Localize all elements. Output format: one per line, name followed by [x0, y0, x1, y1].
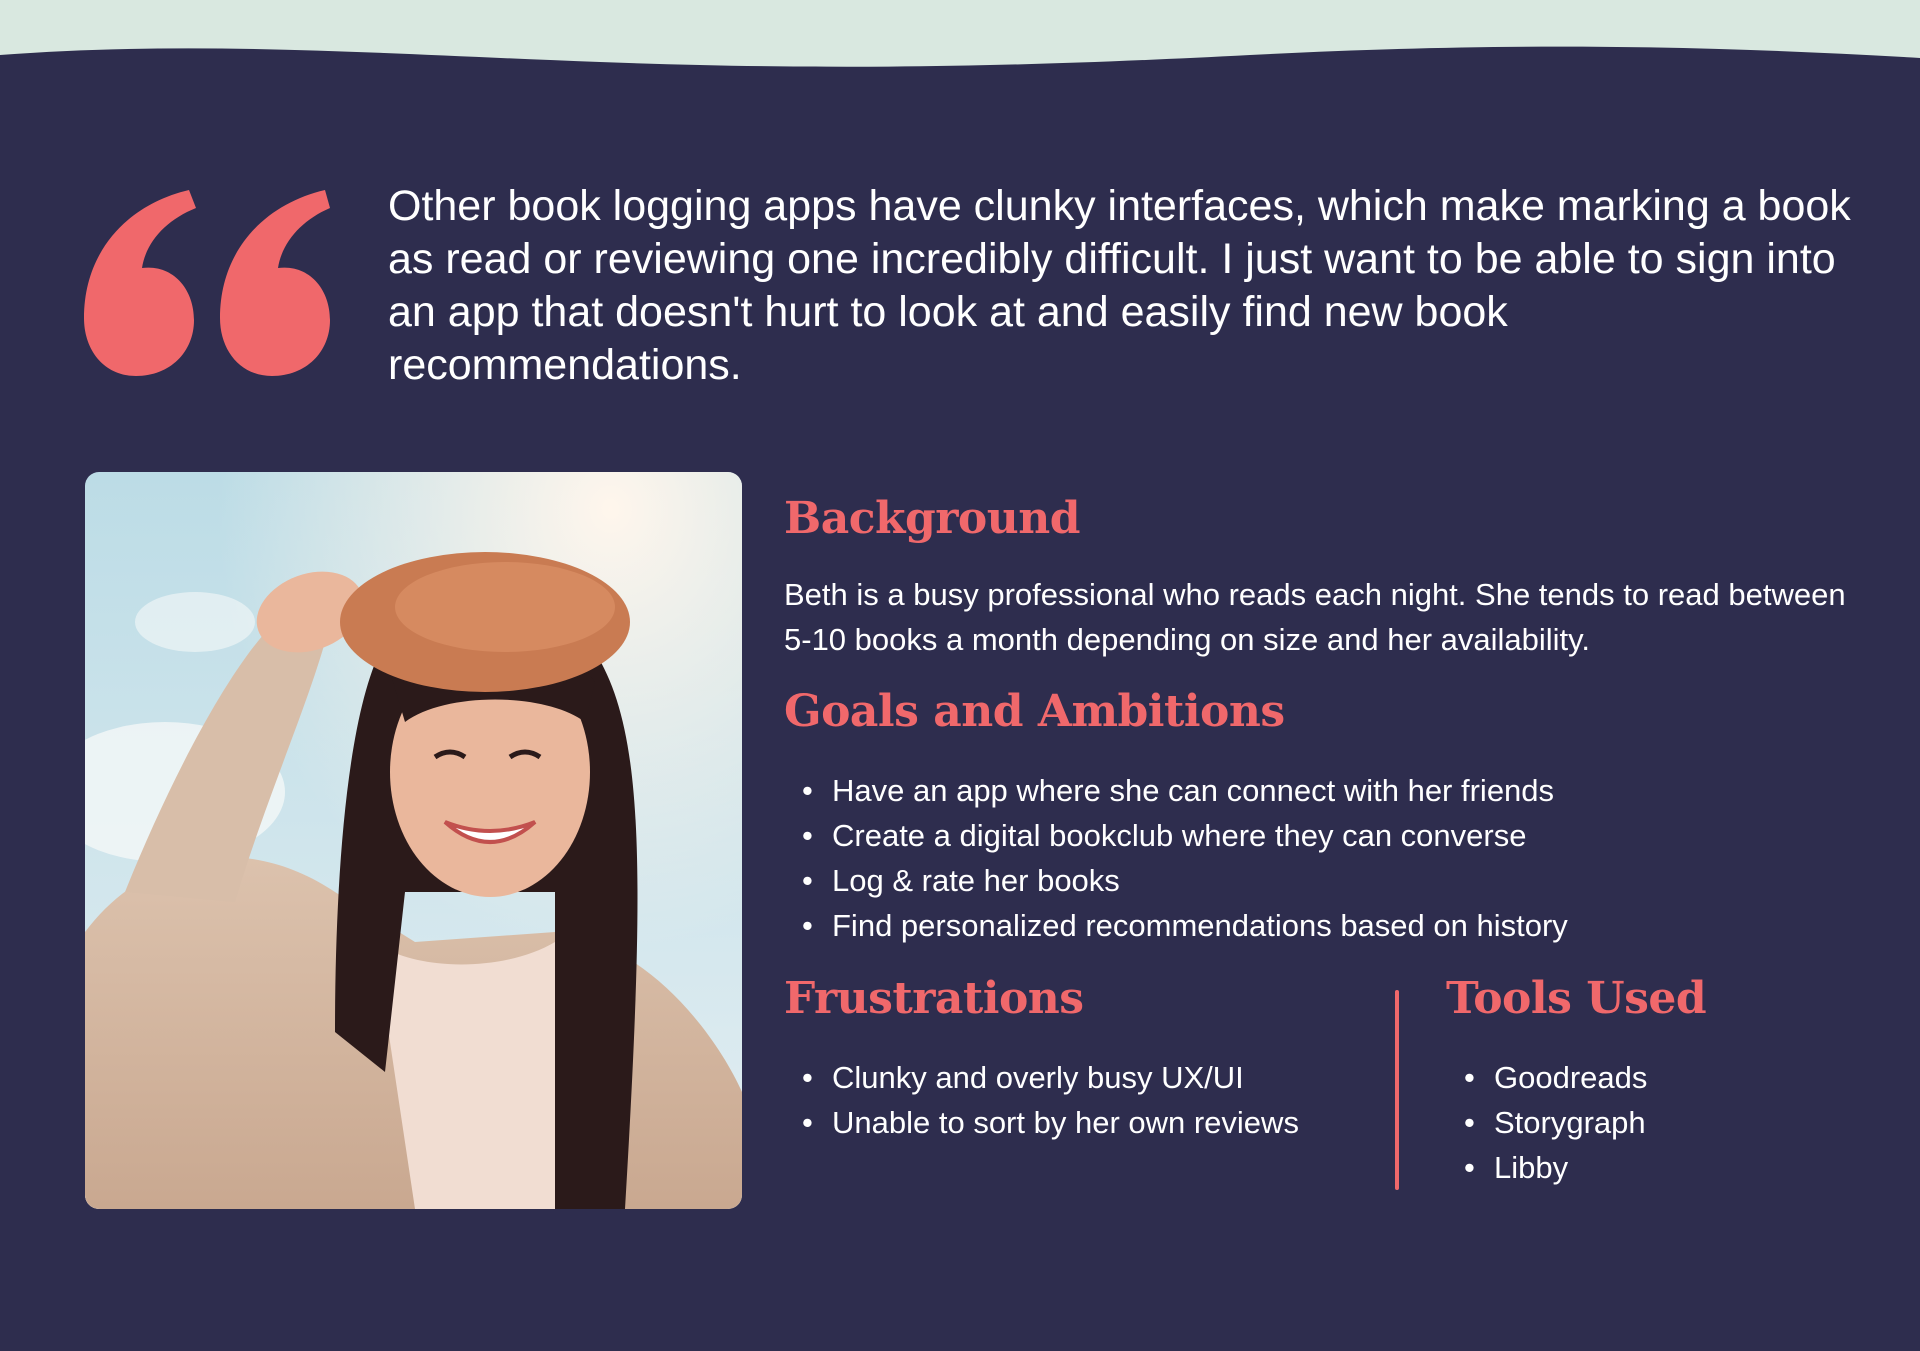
list-item: • Have an app where she can connect with her friends — [784, 768, 1844, 813]
goals-list — [784, 768, 1844, 948]
list-item: • Unable to sort by her own reviews — [784, 1100, 1304, 1145]
list-item: • Libby — [1446, 1145, 1866, 1190]
list-item: • Storygraph — [1446, 1100, 1866, 1145]
top-wave-decoration — [0, 0, 1920, 80]
list-item: • Find personalized recommendations based on history — [784, 903, 1844, 948]
persona-quote: Other book logging apps have clunky interfaces, which make marking a book as read or reviewing one incredibly difficult. I just want to be able to sign into an app that doesn't hurt to look at and easily find new book recommendations. — [388, 182, 1851, 389]
list-item: • Goodreads — [1446, 1055, 1866, 1100]
list-item: • Clunky and overly busy UX/UI — [784, 1055, 1304, 1100]
list-item: • Log & rate her books — [784, 858, 1844, 903]
list-item: • Create a digital bookclub where they can converse — [784, 813, 1844, 858]
tools-list — [1446, 1055, 1866, 1190]
background-text: Beth is a busy professional who reads each night. She tends to read between 5-10 books a month depending on size and her availability. — [784, 577, 1846, 657]
background-title: Background — [784, 493, 1081, 544]
goals-title: Goals and Ambitions — [784, 686, 1285, 737]
quote-mark-icon — [84, 190, 330, 376]
persona-photo — [85, 472, 742, 1209]
section-divider — [1395, 990, 1399, 1190]
tools-title: Tools Used — [1446, 973, 1707, 1024]
frustrations-title: Frustrations — [784, 973, 1084, 1024]
frustrations-list — [784, 1055, 1304, 1145]
